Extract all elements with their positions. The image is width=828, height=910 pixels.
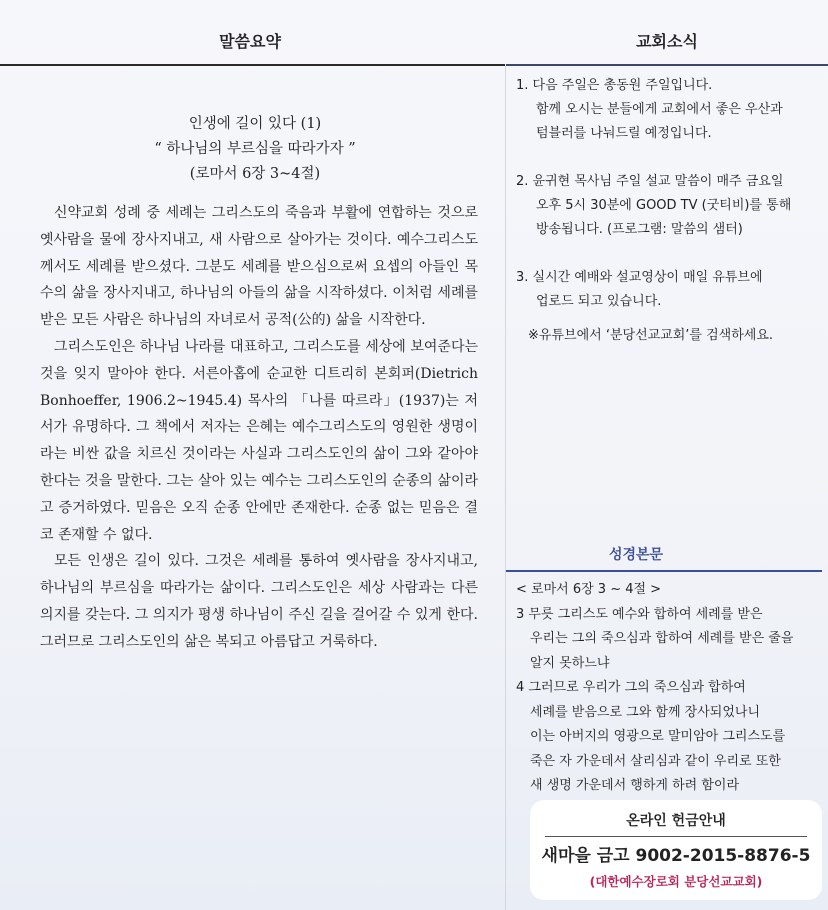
news-line: 함께 오시는 분들에게 교회에서 좋은 우산과 [536,102,783,117]
sermon-body [40,200,478,656]
sermon-paragraph: 모든 인생은 길이 있다. 그것은 세례를 통하여 옛사람을 장사지내고, 하나님의 부르심을 따라가는 삶이다. 그리스도인은 세상 사람과는 다른 의지를 갖는다. 그 의지가 평생 하나님이 주신 길을 걸어갈 수 있게 한다. 그러므로 그리스도인의 삶은 복되고 아름답고 거룩하다. [40,553,478,650]
bible-section-title: 성경본문 [608,547,664,563]
sermon-title: 인생에 길이 있다 (1) [188,116,322,132]
column-divider [505,66,506,910]
verse-line: 3 무릇 그리스도 예수와 합하여 세례를 받은 [516,606,763,622]
news-item [516,170,822,242]
sermon-subtitle: “ 하나님의 부르심을 따라가자 ” [154,141,356,157]
verse-line: 이는 아버지의 영광으로 말미암아 그리스도를 [530,729,786,744]
news-line: 1. 다음 주일은 총동원 주일입니다. [516,78,713,93]
sermon-paragraph: 신약교회 성례 중 세례는 그리스도의 죽음과 부활에 연합하는 것으로 옛사람을 물에 장사지내고, 새 사람으로 살아가는 것이다. 예수그리스도께서도 세례를 받으셨다. 그분도 세례를 받으심으로써 요셉의 아들인 목수의 삶을 장사지내고, 하나님의 아들의 삶을 시작하셨다. 이처럼 세례를 받은 모든 사람은 하나님의 자녀로서 공적(公的) 삶을 시작한다. [40,205,478,329]
sermon-paragraph: 그리스도인은 하나님 나라를 대표하고, 그리스도를 세상에 보여준다는 것을 잊지 말아야 한다. 서른아홉에 순교한 디트리히 본회퍼(Dietrich Bonhoeffer, 1906.2~1945.4) 목사의 「나를 따르라」(1937)는 저서가 유명하다. 그 책에서 저자는 은혜는 예수그리스도의 영원한 생명이라는 비싼 값을 치르신 것이라는 사실과 그리스도인의 삶이 그와 같아야 한다는 것을 말한다. 그는 살아 있는 예수는 그리스도인의 순종의 삶이라고 증거하였다. 믿음은 오직 순종 안에만 존재한다. 순종 없는 믿음은 결코 존재할 수 없다. [40,338,478,543]
youtube-note: ※유튜브에서 ‘분당선교교회’를 검색하세요. [528,328,774,343]
verse-line: 4 그러므로 우리가 그의 죽으심과 합하여 [516,680,746,695]
header-rule [506,64,828,66]
sermon-reference: (로마서 6장 3~4절) [189,166,321,182]
sermon-heading [30,112,480,187]
bible-verse [516,676,822,799]
offering-account: 새마을 금고 9002-2015-8876-5 [541,846,811,866]
offering-rule [545,836,807,837]
bible-verse [516,603,822,677]
bible-reference: < 로마서 6장 3 ~ 4절 > [516,582,662,597]
church-news-header: 교회소식 [636,32,698,51]
offering-title: 온라인 헌금안내 [626,813,726,829]
verse-line: 세례를 받음으로 그와 함께 장사되었나니 [530,704,761,720]
news-line: 텀블러를 나눠드릴 예정입니다. [536,126,712,141]
news-line: 2. 윤귀현 목사님 주일 설교 말씀이 매주 금요일 [516,174,784,189]
news-line: 오후 5시 30분에 GOOD TV (굿티비)를 통해 [536,198,792,213]
verse-line: 우리는 그의 죽으심과 합하여 세례를 받은 줄을 [530,631,794,646]
header-rule [0,64,505,66]
bible-rule [506,570,822,572]
church-news-list [516,74,822,348]
news-item [516,266,822,314]
bible-passage [516,578,822,799]
news-line: 업로드 되고 있습니다. [536,294,662,309]
offering-organization: (대한예수장로회 분당선교교회) [589,874,763,889]
online-offering-box [530,800,822,900]
news-line: 3. 실시간 예배와 설교영상이 매일 유튜브에 [516,270,763,285]
sermon-summary-header: 말씀요약 [219,32,281,51]
verse-line: 새 생명 가운데서 행하게 하려 함이라 [530,778,740,793]
news-item [516,74,822,146]
verse-line: 알지 못하느냐 [530,655,610,671]
news-line: 방송됩니다. (프로그램: 말씀의 샘터) [536,222,743,237]
verse-line: 죽은 자 가운데서 살리심과 같이 우리로 또한 [530,753,781,769]
